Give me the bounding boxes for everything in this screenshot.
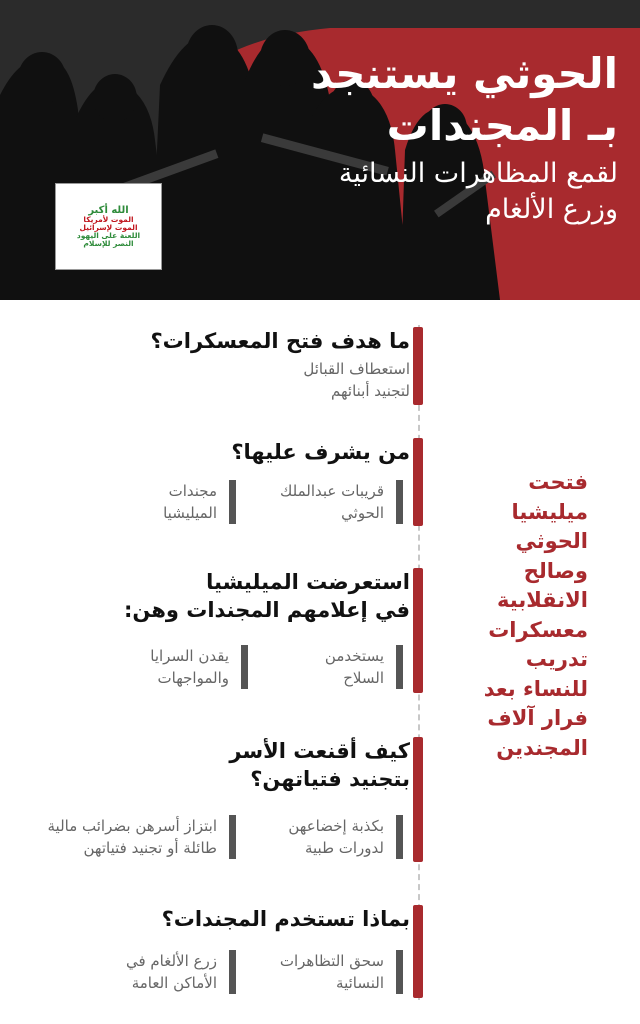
side-line: فرار آلاف [487,706,588,730]
headline [218,48,618,228]
answer-line: سحق التظاهرات [279,952,384,970]
answer-line: قريبات عبدالملك [280,482,384,500]
side-line: فتحت [528,470,588,494]
section-question [110,568,410,624]
answer-line: استعطاف القبائل [303,360,410,378]
subtitle-line-2: وزرع الألغام [485,194,618,225]
question-line: في إعلامهم المجندات وهن: [124,598,410,622]
side-statement [468,468,588,763]
timeline-marker [413,438,423,526]
side-line: تدريب [525,647,588,671]
timeline-marker [413,905,423,998]
side-line: وصالح [523,558,588,583]
answer-line: والمواجهات [157,669,229,687]
side-line: ميليشيا [511,499,588,524]
answer-line: الميليشيا [163,504,217,522]
answer-right [325,645,403,689]
section-question: ما هدف فتح المعسكرات؟ [150,329,410,353]
answer-line: ابتزاز أسرهن بضرائب مالية [47,817,217,835]
side-line: للنساء بعد [483,676,588,701]
answer-right [280,950,403,994]
question-line: استعرضت الميليشيا [206,570,410,594]
side-line: المجندين [496,735,588,760]
flag-line-2: الموت لأمريكا [83,215,134,224]
answer-line: النسائية [336,974,384,992]
timeline-marker [413,568,423,693]
answer-left [163,480,236,524]
question-line: كيف أقنعت الأسر [229,739,410,763]
answer-line: يقدن السرايا [150,647,229,665]
timeline-marker [413,737,423,862]
answer-line: يستخدمن [324,647,384,665]
answer-line: السلاح [343,669,384,687]
answer-line: بكذبة إخضاعهن [288,817,384,835]
answer-line: لتجنيد أبنائهم [331,382,410,400]
side-line: الانقلابية [497,588,588,612]
answer-left [48,815,236,859]
header-banner [0,0,640,300]
timeline-marker [413,327,423,405]
slogan-flag [55,183,162,270]
section-question [110,737,410,793]
flag-line-4: اللعنة على اليهود [76,230,141,240]
flag-line-1: الله أكبر [88,204,129,216]
answer-line: الحوثي [341,504,384,522]
side-line: الحوثي [515,529,588,553]
answer-left [150,645,248,689]
answer-line: الأماكن العامة [131,974,217,992]
question-line: بتجنيد فتياتهن؟ [250,767,410,791]
side-line: معسكرات [488,617,588,642]
answer-line: مجندات [168,482,217,500]
answer-line: طائلة أو تجنيد فتياتهن [83,839,217,857]
section-answer [150,358,410,402]
section-question: بماذا تستخدم المجندات؟ [161,907,410,931]
headline-line-2: بـ المجندات [386,101,618,150]
section-question: من يشرف عليها؟ [231,440,410,464]
answer-right [280,480,403,524]
answer-right [288,815,403,859]
answer-line: لدورات طبية [304,839,384,857]
headline-line-1: الحوثي يستنجد [311,49,618,98]
answer-left [126,950,236,994]
answer-line: زرع الألغام في [125,952,217,970]
flag-line-5: النصر للإسلام [83,238,134,248]
subtitle-line-1: لقمع المظاهرات النسائية [338,158,618,189]
flag-line-3: الموت لإسرائيل [79,222,138,232]
